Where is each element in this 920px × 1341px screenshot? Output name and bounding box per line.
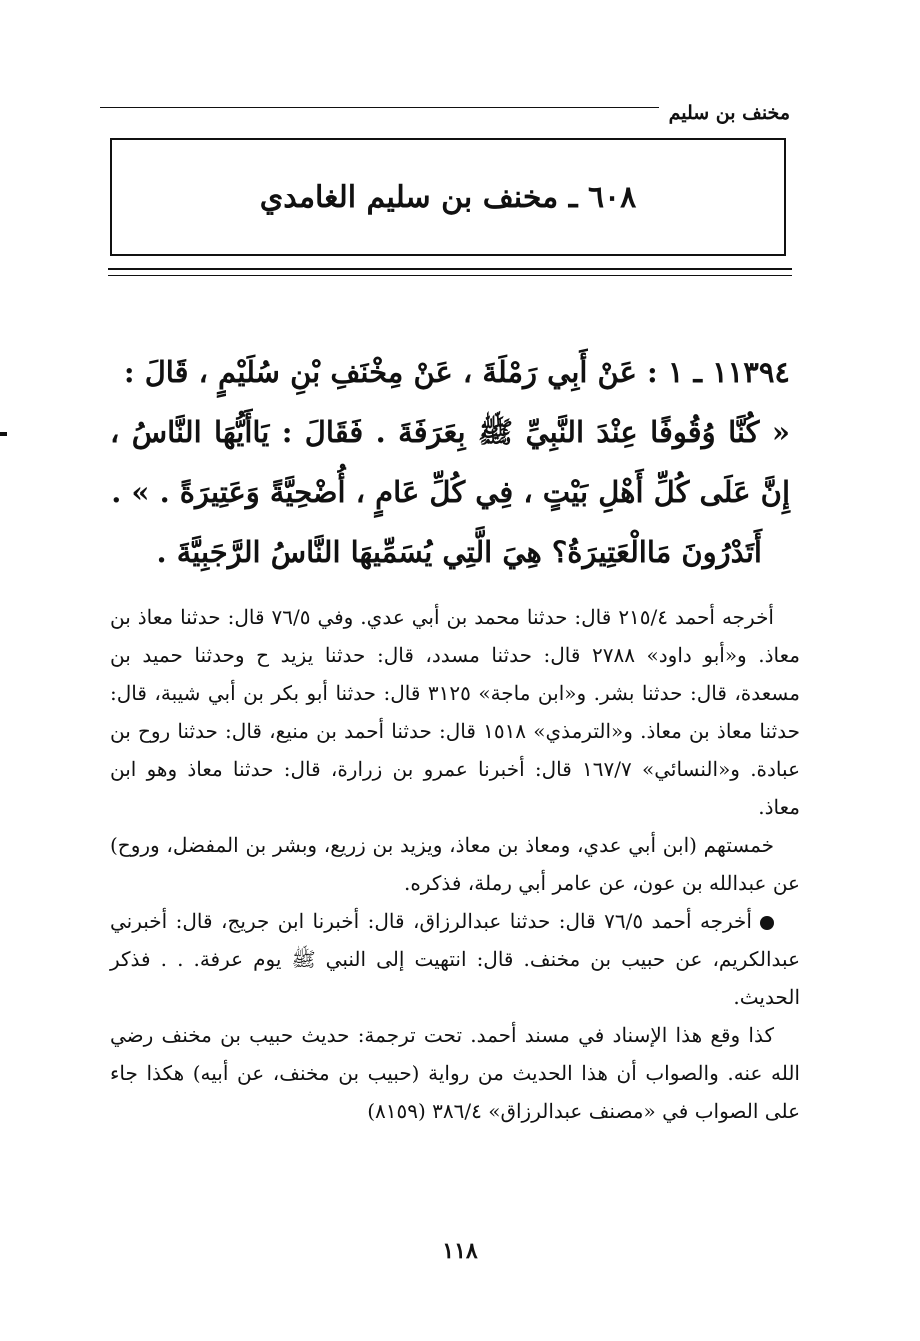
margin-mark — [0, 432, 7, 436]
bullet-icon — [760, 916, 774, 930]
running-title: مخنف بن سليم — [668, 102, 790, 124]
hadith-line-matn: « كُنَّا وُقُوفًا عِنْدَ النَّبِيِّ ﷺ بِعَرَفَةَ . فَقَالَ : يَاأَيُّهَا النَّاسُ ، إِنَّ عَلَى كُلِّ أَهْلِ بَيْتٍ ، فِي كُلِّ عَامٍ ، أُضْحِيَّةً وَعَتِيرَةً . » . — [110, 415, 790, 509]
hadith-text — [110, 342, 790, 582]
takhrij-notes — [110, 598, 800, 1130]
title-double-rule — [108, 268, 792, 276]
note-paragraph-3 — [110, 902, 800, 1016]
note-paragraph-1: أخرجه أحمد ٢١٥/٤ قال: حدثنا محمد بن أبي عدي. وفي ٧٦/٥ قال: حدثنا معاذ بن معاذ. و«أبو داود» ٢٧٨٨ قال: حدثنا مسدد، قال: حدثنا يزيد ح وحدثنا حميد بن مسعدة، قال: حدثنا بشر. و«ابن ماجة» ٣١٢٥ قال: حدثنا أبو بكر بن أبي شيبة، قال: حدثنا معاذ بن معاذ. و«الترمذي» ١٥١٨ قال: حدثنا أحمد بن منيع، قال: حدثنا روح بن عبادة. و«النسائي» ١٦٧/٧ قال: أخبرنا عمرو بن زرارة، قال: حدثنا معاذ وهو ابن معاذ. — [110, 605, 800, 819]
running-header — [100, 98, 790, 128]
note-paragraph-2: خمستهم (ابن أبي عدي، ومعاذ بن معاذ، ويزيد بن زريع، وبشر بن المفضل، وروح) عن عبدالله بن عون، عن عامر أبي رملة، فذكره. — [110, 833, 800, 895]
note-paragraph-4: كذا وقع هذا الإسناد في مسند أحمد. تحت ترجمة: حديث حبيب بن مخنف رضي الله عنه. والصواب أن هذا الحديث من رواية (حبيب بن مخنف، عن أبيه) هكذا جاء على الصواب في «مصنف عبدالرزاق» ٣٨٦/٤ (٨١٥٩) — [110, 1023, 800, 1123]
hadith-line-explanation: أَتَدْرُونَ مَاالْعَتِيرَةُ؟ هِيَ الَّتِي يُسَمِّيهَا النَّاسُ الرَّجَبِيَّةَ . — [156, 535, 762, 569]
chapter-title: ٦٠٨ ـ مخنف بن سليم الغامدي — [259, 179, 637, 215]
page-number: ١١٨ — [442, 1238, 478, 1264]
chapter-title-box — [110, 138, 786, 256]
hadith-line-isnad: ١١٣٩٤ ـ ١ : عَنْ أَبِي رَمْلَةَ ، عَنْ مِخْنَفِ بْنِ سُلَيْمٍ ، قَالَ : — [123, 355, 790, 389]
header-rule — [100, 107, 659, 108]
note-paragraph-3-text: أخرجه أحمد ٧٦/٥ قال: حدثنا عبدالرزاق، قال: أخبرنا ابن جريج، قال: أخبرني عبدالكريم، عن حبيب بن مخنف. قال: انتهيت إلى النبي ﷺ يوم عرفة. . . فذكر الحديث. — [110, 909, 800, 1009]
